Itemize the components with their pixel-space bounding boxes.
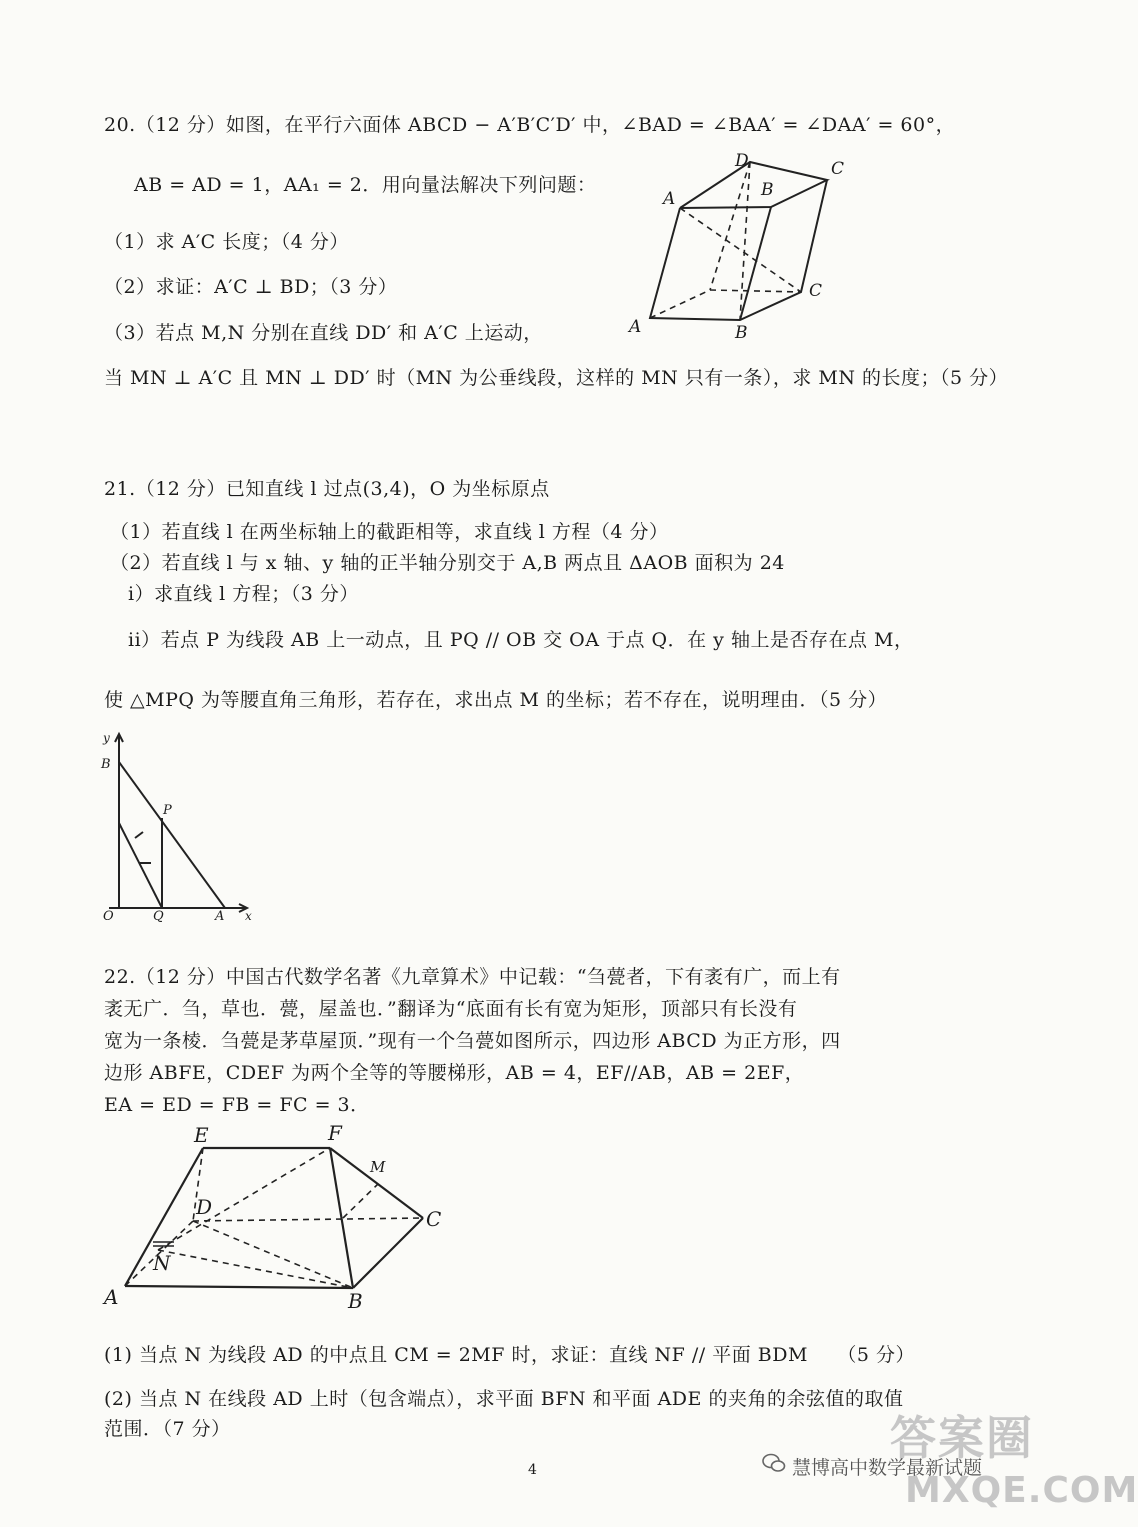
q20-part3: （3）若点 M,N 分别在直线 DD′ 和 A′C 上运动， — [104, 322, 543, 344]
q22-stem-line1: 22.（12 分）中国古代数学名著《九章算术》中记载：“刍甍者，下有袤有广，而上有 — [104, 966, 841, 988]
q22-label-M: M — [370, 1158, 386, 1176]
q21-label-P: P — [163, 803, 172, 818]
q21-part2-ii: ii）若点 P 为线段 AB 上一动点，且 PQ // OB 交 OA 于点 Q．在 y 轴上是否存在点 M， — [128, 629, 914, 651]
q22-label-B: B — [348, 1289, 363, 1313]
q21-label-y: y — [103, 731, 110, 745]
q20-stem-line2: AB = AD = 1，AA₁ = 2．用向量法解决下列问题： — [134, 174, 597, 196]
q20-parallelepiped-figure — [615, 150, 875, 343]
q21-label-Q: Q — [153, 909, 164, 924]
q22-stem-line3: 宽为一条棱．刍甍是茅草屋顶．”现有一个刍甍如图所示，四边形 ABCD 为正方形，四 — [104, 1030, 841, 1052]
q21-label-O: O — [103, 909, 114, 924]
q20-label-B-bot: B — [735, 323, 748, 343]
q20-stem-line1: 20.（12 分）如图，在平行六面体 ABCD − A′B′C′D′ 中，∠BAD = ∠BAA′ = ∠DAA′ = 60°， — [104, 114, 956, 136]
q22-label-C: C — [426, 1207, 442, 1231]
q20-label-C-bot: C — [809, 281, 823, 301]
q21-label-A: A — [215, 909, 225, 924]
q20-part3-cont: 当 MN ⊥ A′C 且 MN ⊥ DD′ 时（MN 为公垂线段，这样的 MN 只有一条），求 MN 的长度；（5 分） — [104, 367, 1009, 389]
q21-part2: （2）若直线 l 与 x 轴、y 轴的正半轴分别交于 A,B 两点且 ΔAOB 面积为 24 — [110, 552, 785, 574]
q22-solid-figure — [98, 1118, 458, 1318]
q20-label-B-top: B — [761, 180, 774, 200]
q21-part1: （1）若直线 l 在两坐标轴上的截距相等，求直线 l 方程（4 分） — [110, 521, 669, 543]
q22-part2-cont: 范围．（7 分） — [104, 1418, 231, 1440]
q20-part2: （2）求证：A′C ⊥ BD；（3 分） — [104, 276, 398, 298]
q22-label-A: A — [104, 1285, 119, 1309]
q22-label-E: E — [194, 1123, 209, 1147]
q20-part1: （1）求 A′C 长度；（4 分） — [104, 231, 349, 253]
q21-stem: 21.（12 分）已知直线 l 过点(3,4)，O 为坐标原点 — [104, 478, 550, 500]
watermark-account: 慧博高中数学最新试题 — [792, 1457, 983, 1479]
q20-label-A-top: A — [663, 189, 676, 209]
q22-label-D: D — [196, 1195, 213, 1219]
q22-part1: (1) 当点 N 为线段 AD 的中点且 CM = 2MF 时，求证：直线 NF // 平面 BDM （5 分） — [104, 1344, 916, 1366]
q21-part2-i: i）求直线 l 方程；（3 分） — [128, 583, 359, 605]
q22-part2: (2) 当点 N 在线段 AD 上时（包含端点），求平面 BFN 和平面 ADE 的夹角的余弦值的取值 — [104, 1388, 904, 1410]
q21-label-B: B — [101, 757, 111, 772]
q22-stem-line5: EA = ED = FB = FC = 3． — [104, 1094, 370, 1116]
watermark-logo: 答案圈 — [890, 1411, 1034, 1465]
q21-part2-ii-cont: 使 △MPQ 为等腰直角三角形，若存在，求出点 M 的坐标；若不存在，说明理由．（5 分） — [104, 689, 888, 711]
q22-stem-line4: 边形 ABFE，CDEF 为两个全等的等腰梯形，AB = 4，EF//AB，AB = 2EF， — [104, 1062, 805, 1084]
q20-label-D: D — [735, 151, 749, 171]
watermark-url: MXQE.COM — [905, 1470, 1138, 1511]
q20-label-A-bot: A — [629, 317, 642, 337]
page-number: 4 — [528, 1462, 537, 1478]
wechat-icon — [762, 1452, 786, 1474]
q22-stem-line2: 袤无广．刍，草也．甍，屋盖也．”翻译为“底面有长有宽为矩形，顶部只有长没有 — [104, 998, 798, 1020]
q21-label-x: x — [245, 909, 252, 923]
q20-label-C-top: C — [831, 159, 845, 179]
q21-coordinate-figure — [95, 728, 270, 923]
q22-label-F: F — [328, 1121, 342, 1145]
q22-label-N: N — [153, 1251, 171, 1275]
